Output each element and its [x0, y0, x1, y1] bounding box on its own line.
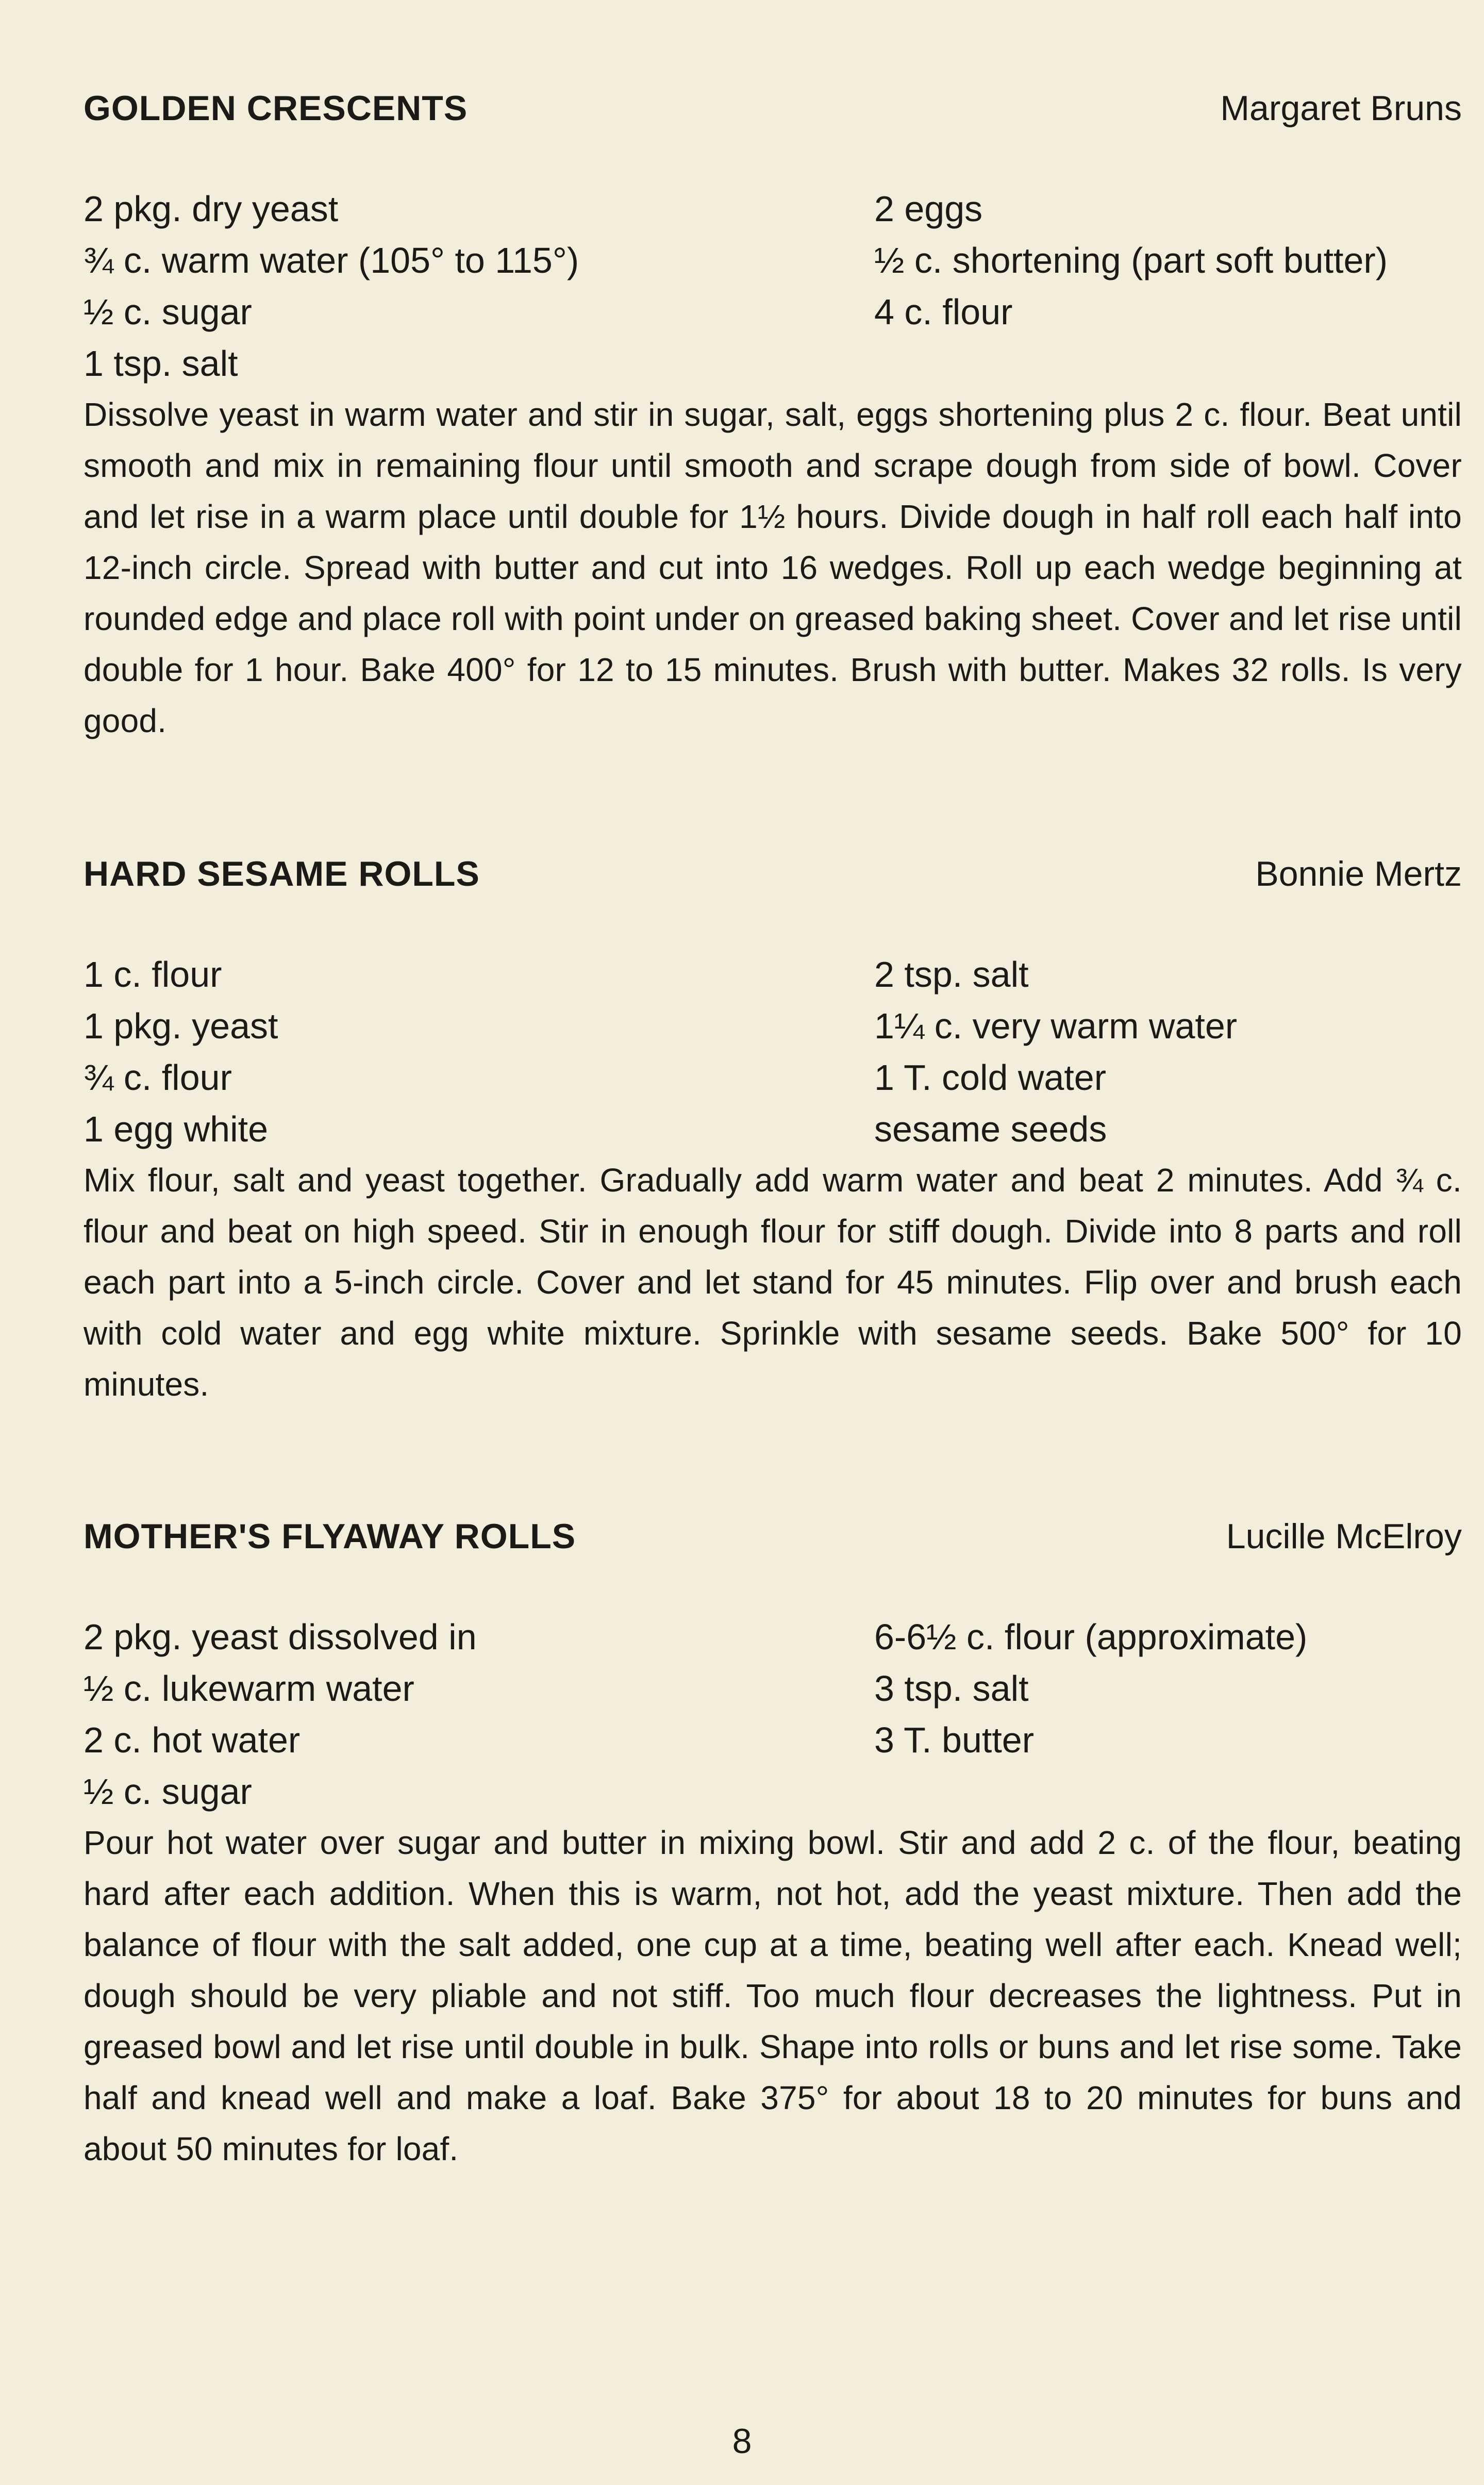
ingredient-item: ¾ c. flour [84, 1057, 232, 1098]
recipe-author: Bonnie Mertz [1255, 854, 1462, 893]
recipe-hard-sesame-rolls [84, 851, 1462, 1410]
recipe-author: Margaret Bruns [1220, 89, 1462, 128]
ingredient-item: 1 c. flour [84, 954, 222, 995]
recipe-header [84, 1513, 1462, 1560]
ingredient-item: 2 tsp. salt [874, 954, 1029, 995]
recipe-mothers-flyaway-rolls [84, 1513, 1462, 2175]
ingredient-item: ½ c. sugar [84, 292, 252, 332]
ingredient-column-left [84, 183, 579, 389]
ingredient-item: 2 pkg. dry yeast [84, 189, 339, 229]
ingredient-item: 6-6½ c. flour (approximate) [874, 1617, 1308, 1657]
ingredient-list [84, 949, 1462, 1155]
ingredient-column-left [84, 1611, 477, 1817]
ingredient-item: ¾ c. warm water (105° to 115°) [84, 240, 579, 280]
ingredient-item: 1 T. cold water [874, 1057, 1107, 1098]
ingredient-item: ½ c. sugar [84, 1771, 252, 1812]
recipe-title: MOTHER'S FLYAWAY ROLLS [84, 1517, 576, 1556]
ingredient-item: 1 tsp. salt [84, 343, 238, 384]
recipe-directions: Dissolve yeast in warm water and stir in sugar, salt, eggs shortening plus 2 c. flour. Beat until smooth and mix in remaining flour until smooth and scrape dough from side of bowl. Cover and let rise in a warm place until double for 1½ hours. Divide dough in half roll each half into 12-inch circle. Spread with butter and cut into 16 wedges. Roll up each wedge beginning at rounded edge and place roll with point under on greased baking sheet. Cover and let rise until double for 1 hour. Bake 400° for 12 to 15 minutes. Brush with butter. Makes 32 rolls. Is very good. [84, 396, 1462, 739]
ingredient-item: 3 tsp. salt [874, 1668, 1029, 1709]
ingredient-column-right [874, 183, 1388, 338]
ingredient-item: 4 c. flour [874, 292, 1013, 332]
recipe-title: GOLDEN CRESCENTS [84, 89, 468, 128]
ingredient-item: 2 pkg. yeast dissolved in [84, 1617, 477, 1657]
recipe-author: Lucille McElroy [1226, 1517, 1462, 1556]
ingredient-item: 1 pkg. yeast [84, 1006, 278, 1046]
recipe-header [84, 85, 1462, 131]
ingredient-item: 1 egg white [84, 1109, 269, 1149]
ingredient-item: 2 eggs [874, 189, 983, 229]
recipe-golden-crescents [84, 85, 1462, 747]
ingredient-item: 2 c. hot water [84, 1720, 301, 1760]
ingredient-list [84, 1611, 1462, 1817]
recipe-header [84, 851, 1462, 897]
ingredient-item: ½ c. shortening (part soft butter) [874, 240, 1388, 280]
recipe-directions: Pour hot water over sugar and butter in mixing bowl. Stir and add 2 c. of the flour, beating hard after each addition. When this is warm, not hot, add the yeast mixture. Then add the balance of flour with the salt added, one cup at a time, beating well after each. Knead well; dough should be very pliable and not stiff. Too much flour decreases the lightness. Put in greased bowl and let rise until double in bulk. Shape into rolls or buns and let rise some. Take half and knead well and make a loaf. Bake 375° for about 18 to 20 minutes for buns and about 50 minutes for loaf. [84, 1824, 1462, 2167]
ingredient-item: ½ c. lukewarm water [84, 1668, 414, 1709]
page-number: 8 [732, 2422, 752, 2461]
recipe-directions: Mix flour, salt and yeast together. Gradually add warm water and beat 2 minutes. Add ¾ c. flour and beat on high speed. Stir in enough flour for stiff dough. Divide into 8 parts and roll each part into a 5-inch circle. Cover and let stand for 45 minutes. Flip over and brush each with cold water and egg white mixture. Sprinkle with sesame seeds. Bake 500° for 10 minutes. [84, 1162, 1462, 1403]
ingredient-list [84, 183, 1462, 389]
ingredient-item: 1¼ c. very warm water [874, 1006, 1238, 1046]
ingredient-column-left [84, 949, 278, 1155]
ingredient-column-right [874, 949, 1237, 1155]
recipe-title: HARD SESAME ROLLS [84, 854, 480, 893]
ingredient-item: 3 T. butter [874, 1720, 1035, 1760]
ingredient-column-right [874, 1611, 1307, 1766]
ingredient-item: sesame seeds [874, 1109, 1107, 1149]
